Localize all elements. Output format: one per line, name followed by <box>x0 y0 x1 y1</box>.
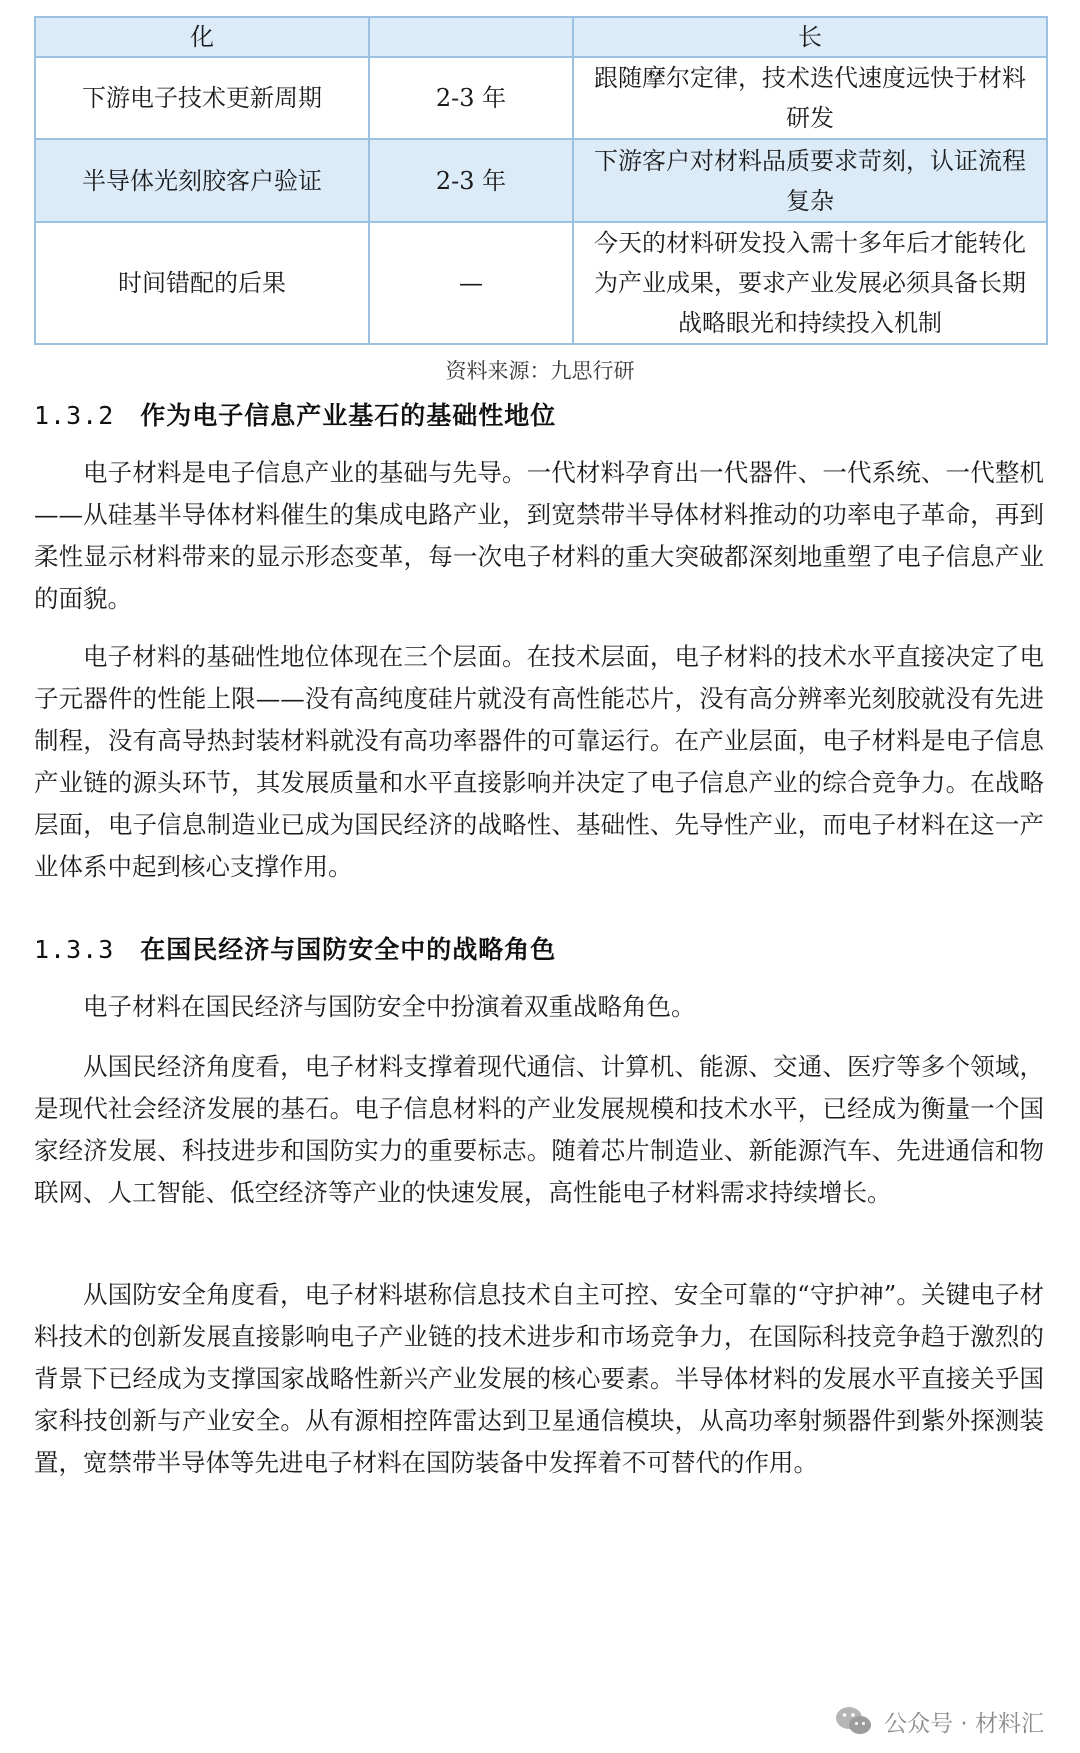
wechat-icon <box>834 1704 874 1738</box>
watermark-text: 公众号 · 材料汇 <box>884 1710 1044 1737</box>
body-paragraph: 电子材料是电子信息产业的基础与先导。一代材料孕育出一代器件、一代系统、一代整机——从硅基半导体材料催生的集成电路产业，到宽禁带半导体材料推动的功率电子革命，再到柔性显示材料带来的显示形态变革，每一次电子材料的重大突破都深刻地重塑了电子信息产业的面貌。 <box>34 458 1044 613</box>
table-cell: 2-3 年 <box>369 139 573 222</box>
comparison-table <box>34 16 1048 345</box>
body-paragraph: 电子材料在国民经济与国防安全中扮演着双重战略角色。 <box>83 992 696 1021</box>
table-source-caption: 资料来源：九思行研 <box>445 359 635 383</box>
table-row <box>35 222 1047 344</box>
table-cell: 下游电子技术更新周期 <box>35 57 369 139</box>
section-title: 作为电子信息产业基石的基础性地位 <box>140 401 557 430</box>
section-number: 1.3.3 <box>34 935 115 964</box>
table-cell: 半导体光刻胶客户验证 <box>35 139 369 222</box>
table-cell: 下游客户对材料品质要求苛刻，认证流程复杂 <box>573 139 1047 222</box>
section-heading <box>34 930 556 966</box>
table-cell: 今天的材料研发投入需十多年后才能转化为产业成果，要求产业发展必须具备长期战略眼光和持续投入机制 <box>573 222 1047 344</box>
table-header-cell: 化 <box>35 17 369 57</box>
table-header-cell <box>369 17 573 57</box>
section-number: 1.3.2 <box>34 401 115 430</box>
body-paragraph: 从国民经济角度看，电子材料支撑着现代通信、计算机、能源、交通、医疗等多个领域，是现代社会经济发展的基石。电子信息材料的产业发展规模和技术水平，已经成为衡量一个国家经济发展、科技进步和国防实力的重要标志。随着芯片制造业、新能源汽车、先进通信和物联网、人工智能、低空经济等产业的快速发展，高性能电子材料需求持续增长。 <box>34 1052 1044 1207</box>
body-paragraph: 从国防安全角度看，电子材料堪称信息技术自主可控、安全可靠的“守护神”。关键电子材料技术的创新发展直接影响电子产业链的技术进步和市场竞争力，在国际科技竞争趋于激烈的背景下已经成为支撑国家战略性新兴产业发展的核心要素。半导体材料的发展水平直接关乎国家科技创新与产业安全。从有源相控阵雷达到卫星通信模块，从高功率射频器件到紫外探测装置，宽禁带半导体等先进电子材料在国防装备中发挥着不可替代的作用。 <box>34 1280 1044 1477</box>
table-header-row <box>35 17 1047 57</box>
table-row <box>35 57 1047 139</box>
watermark <box>834 1701 1044 1741</box>
section-heading <box>34 396 556 432</box>
table-cell: 跟随摩尔定律，技术迭代速度远快于材料研发 <box>573 57 1047 139</box>
table-header-cell: 长 <box>573 17 1047 57</box>
table-cell: 时间错配的后果 <box>35 222 369 344</box>
table-cell: 2-3 年 <box>369 57 573 139</box>
body-paragraph: 电子材料的基础性地位体现在三个层面。在技术层面，电子材料的技术水平直接决定了电子元器件的性能上限——没有高纯度硅片就没有高性能芯片，没有高分辨率光刻胶就没有先进制程，没有高导热封装材料就没有高功率器件的可靠运行。在产业层面，电子材料是电子信息产业链的源头环节，其发展质量和水平直接影响并决定了电子信息产业的综合竞争力。在战略层面，电子信息制造业已成为国民经济的战略性、基础性、先导性产业，而电子材料在这一产业体系中起到核心支撑作用。 <box>34 642 1044 881</box>
section-title: 在国民经济与国防安全中的战略角色 <box>140 935 557 964</box>
table-row <box>35 139 1047 222</box>
table-cell: — <box>369 222 573 344</box>
